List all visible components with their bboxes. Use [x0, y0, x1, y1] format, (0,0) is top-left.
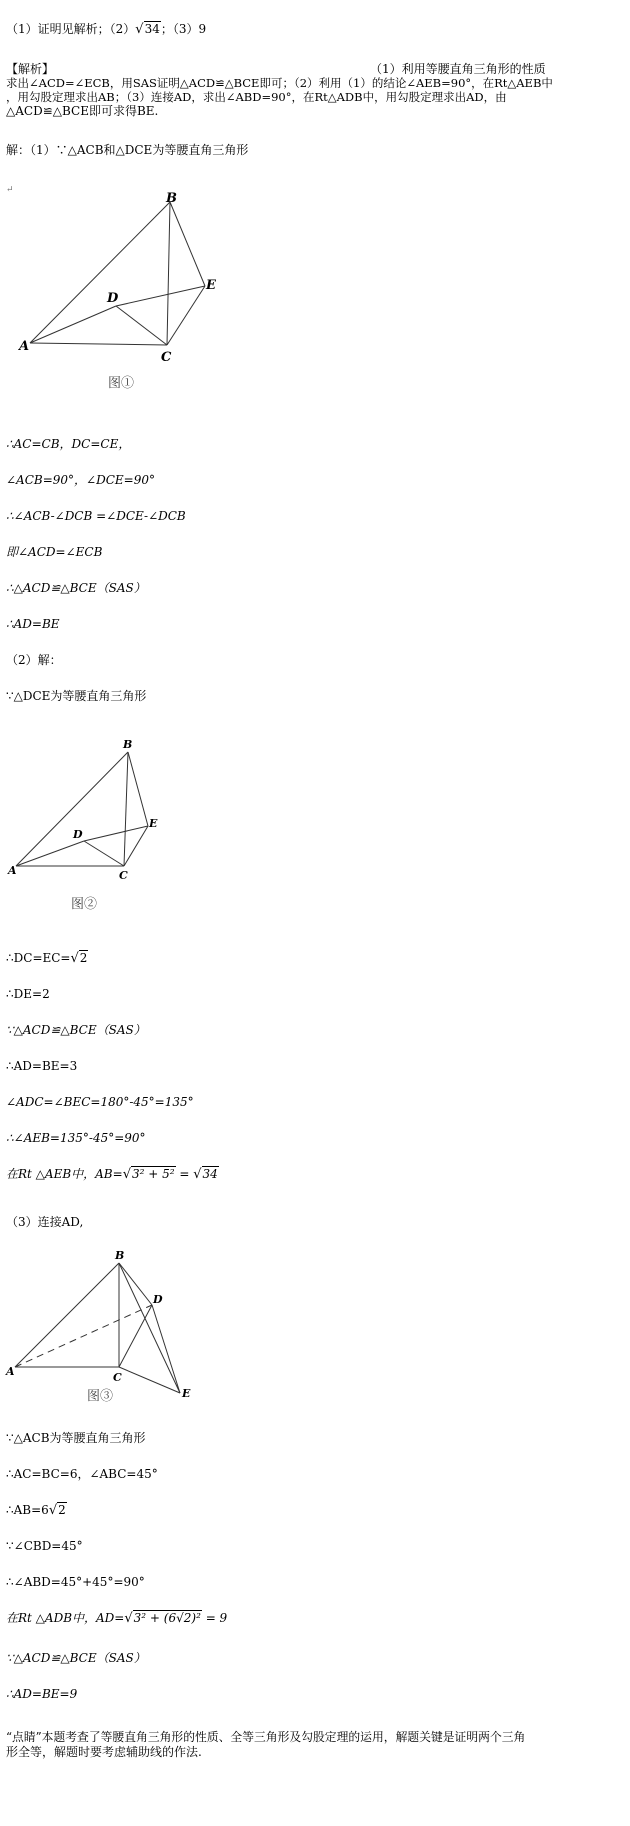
fig3-label-a: A	[6, 1365, 15, 1378]
part2-de: ∴DE=2	[6, 987, 50, 1001]
comment-line-2: 形全等，解题时要考虑辅助线的作法.	[6, 1745, 202, 1759]
answer-part1: （1）证明见解析；（2）	[6, 22, 136, 36]
part1-step-4: 即∠ACD=∠ECB	[6, 545, 103, 559]
sqrt-34: √34	[135, 22, 160, 37]
figure-2-caption: 图②	[71, 897, 98, 912]
fig1-label-e: E	[206, 278, 216, 293]
part1-step-1: ∴AC=CB，DC=CE，	[6, 437, 131, 451]
part2-pythagoras: 在Rt △AEB中，AB=√3² + 5² = √34	[6, 1167, 218, 1182]
part3-cbd: ∵∠CBD=45°	[6, 1539, 83, 1553]
fig1-label-c: C	[161, 350, 172, 365]
fig2-label-a: A	[8, 864, 17, 877]
figure-3	[0, 1245, 200, 1405]
part1-step-5: ∴△ACD≌△BCE（SAS）	[6, 581, 146, 595]
part3-abd: ∴∠ABD=45°+45°=90°	[6, 1575, 145, 1589]
sqrt-34-result: √34	[193, 1167, 218, 1182]
fig3-label-d: D	[153, 1293, 163, 1306]
part2-angle-aeb: ∴∠AEB=135°-45°=90°	[6, 1131, 146, 1145]
analysis-line-2: 求出∠ACD=∠ECB，用SAS证明△ACD≌△BCE即可；（2）利用（1）的结论∠AEB=90°，在Rt△AEB中	[6, 76, 553, 90]
part3-heading: （3）连接AD,	[6, 1215, 84, 1229]
fig3-label-b: B	[115, 1249, 125, 1262]
part2-angle-adc: ∠ADC=∠BEC=180°-45°=135°	[6, 1095, 194, 1109]
part2-heading: （2）解：	[6, 653, 62, 667]
analysis-line-4: △ACD≌△BCE即可求得BE.	[6, 104, 159, 118]
part3-pythagoras: 在Rt △ADB中，AD=√3² + (6√2)² = 9	[6, 1611, 228, 1626]
figure-1-caption: 图①	[108, 376, 135, 391]
fig3-label-c: C	[113, 1371, 122, 1384]
part2-given: ∵△DCE为等腰直角三角形	[6, 689, 147, 703]
part1-step-6: ∴AD=BE	[6, 617, 60, 631]
analysis-line-3: ，用勾股定理求出AB；（3）连接AD，求出∠ABD=90°，在Rt△ADB中，用勾股定理求出AD，由	[6, 90, 507, 104]
answer-line	[6, 22, 206, 37]
analysis-label: 【解析】	[6, 62, 55, 76]
sqrt-2: √2	[70, 951, 88, 966]
analysis-right-text: （1）利用等腰直角三角形的性质	[370, 62, 546, 76]
part2-dc: ∴DC=EC=√2	[6, 951, 88, 966]
fig1-label-a: A	[19, 339, 30, 354]
solution-intro: 解：（1）∵△ACB和△DCE为等腰直角三角形	[6, 143, 249, 157]
fig2-label-d: D	[73, 828, 83, 841]
fig1-label-b: B	[166, 191, 177, 206]
answer-part3: ；（3）9	[160, 22, 207, 36]
fig1-label-d: D	[107, 291, 119, 306]
figure-3-caption: 图③	[87, 1389, 114, 1404]
sqrt-sum-squares: √3² + 5²	[122, 1167, 175, 1182]
part3-congruent: ∵△ACD≌△BCE（SAS）	[6, 1651, 146, 1665]
part3-ac: ∴AC=BC=6，∠ABC=45°	[6, 1467, 158, 1481]
sqrt-2-ab: √2	[48, 1503, 66, 1518]
part3-ab: ∴AB=6√2	[6, 1503, 66, 1518]
fig2-label-b: B	[123, 738, 133, 751]
fig2-label-e: E	[149, 817, 158, 830]
figure-1	[0, 190, 240, 390]
fig3-label-e: E	[182, 1387, 191, 1400]
part1-step-3: ∴∠ACB-∠DCB =∠DCE-∠DCB	[6, 509, 186, 523]
part1-step-2: ∠ACB=90°，∠DCE=90°	[6, 473, 155, 487]
fig2-label-c: C	[119, 869, 128, 882]
comment-line-1: “点睛”本题考查了等腰直角三角形的性质、全等三角形及勾股定理的运用，解题关键是证明两个三角	[6, 1730, 526, 1744]
figure-2	[0, 735, 200, 890]
part2-congruent: ∵△ACD≌△BCE（SAS）	[6, 1023, 146, 1037]
sqrt-ad: √3² + (6√2)²	[124, 1611, 201, 1626]
return-mark: ↵	[6, 185, 14, 195]
part3-ad: ∴AD=BE=9	[6, 1687, 78, 1701]
part2-ad: ∴AD=BE=3	[6, 1059, 78, 1073]
part3-given: ∵△ACB为等腰直角三角形	[6, 1431, 146, 1445]
